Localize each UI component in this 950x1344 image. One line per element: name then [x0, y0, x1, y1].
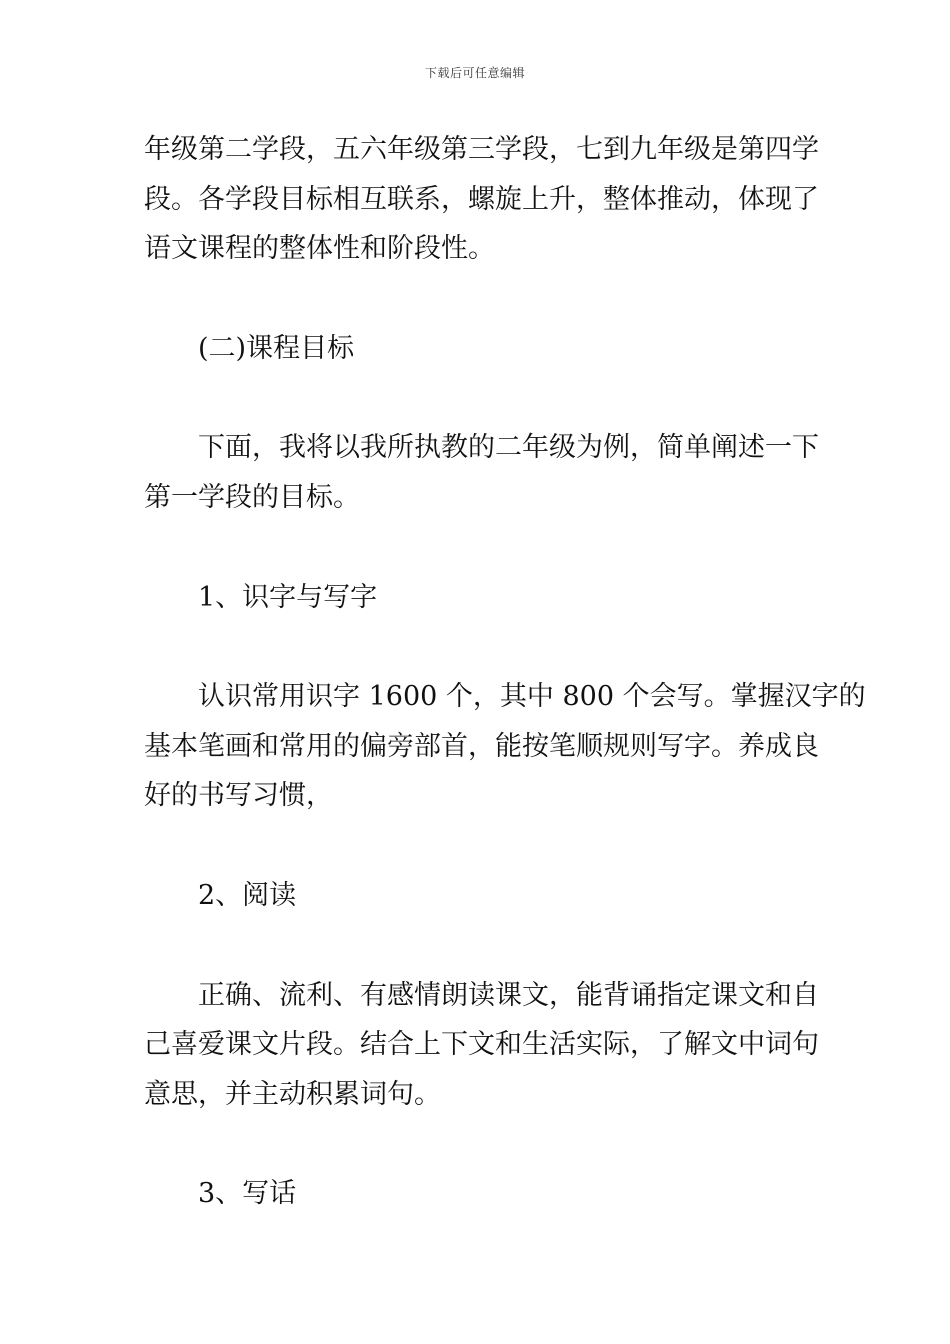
paragraph-line: 语文课程的整体性和阶段性。	[144, 233, 495, 264]
paragraph-line: 认识常用识字 1600 个，其中 800 个会写。掌握汉字的	[198, 681, 866, 712]
paragraph-line: 段。各学段目标相互联系，螺旋上升，整体推动，体现了	[144, 184, 819, 215]
section-heading: (二)课程目标	[198, 333, 355, 364]
paragraph-line: 下面，我将以我所执教的二年级为例，简单阐述一下	[198, 432, 819, 463]
page-header: 下载后可任意编辑	[424, 66, 525, 80]
paragraph-line: 年级第二学段，五六年级第三学段，七到九年级是第四学	[144, 134, 819, 165]
subsection-heading: 1、识字与写字	[198, 582, 378, 613]
subsection-heading: 3、写话	[198, 1178, 297, 1209]
paragraph-line: 第一学段的目标。	[144, 482, 360, 513]
paragraph-line: 基本笔画和常用的偏旁部首，能按笔顺规则写字。养成良	[144, 731, 819, 762]
paragraph-line: 意思，并主动积累词句。	[144, 1079, 441, 1110]
paragraph-line: 己喜爱课文片段。结合上下文和生活实际，了解文中词句	[144, 1029, 819, 1060]
paragraph-line: 正确、流利、有感情朗读课文，能背诵指定课文和自	[198, 980, 819, 1011]
paragraph-line: 好的书写习惯，	[144, 780, 333, 811]
subsection-heading: 2、阅读	[198, 880, 297, 911]
